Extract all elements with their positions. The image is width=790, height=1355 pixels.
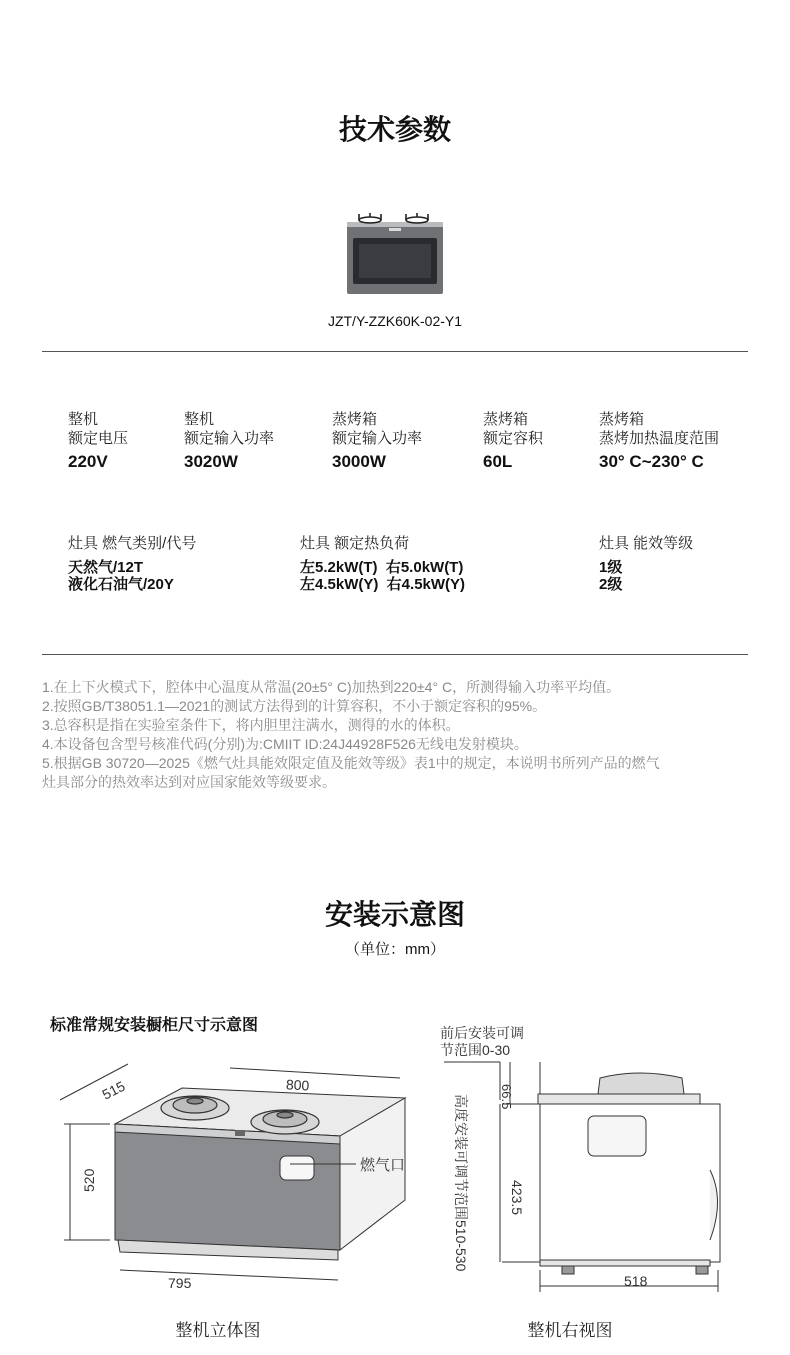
- spec-label: 整机: [68, 411, 99, 428]
- adjust-note: [440, 1025, 524, 1059]
- note-line: 3.总容积是指在实验室条件下，将内胆里注满水，测得的水的体积。: [42, 717, 460, 733]
- spec-label: 额定输入功率: [184, 430, 275, 447]
- gas-type: [68, 532, 196, 593]
- note-line: 灶具部分的热效率达到对应国家能效等级要求。: [42, 774, 336, 790]
- model-number: JZT/Y-ZZK60K-02-Y1: [327, 313, 463, 329]
- gas-label: 灶具 能效等级: [599, 535, 694, 552]
- gas-value: 2级: [599, 576, 623, 593]
- caption-3d: 整机立体图: [175, 1321, 261, 1340]
- cabinet-title: 标准常规安装橱柜尺寸示意图: [50, 1017, 259, 1034]
- dim-bottom-label: 795: [168, 1275, 192, 1291]
- dim-bottom-line: [120, 1270, 338, 1280]
- spec-voltage: [68, 410, 128, 471]
- dim-depth-label: 515: [99, 1077, 128, 1103]
- gas-value: 液化石油气/20Y: [68, 576, 174, 593]
- gas-label: 灶具 额定热负荷: [300, 535, 410, 552]
- spec-label: 额定输入功率: [332, 430, 423, 447]
- caption-side: 整机右视图: [527, 1321, 613, 1340]
- gas-value: 1级: [599, 559, 623, 576]
- spec-oven-power: [332, 410, 422, 471]
- spec-label: 额定容积: [483, 430, 544, 447]
- adjust-line: 前后安装可调: [440, 1025, 524, 1041]
- gas-inlet-label: 燃气口: [360, 1157, 406, 1174]
- gas-value: 左4.5kW(Y) 右4.5kW(Y): [300, 576, 466, 593]
- front-panel: [115, 1124, 340, 1250]
- dim-width-label: 800: [285, 1076, 310, 1094]
- dim-width-line: [230, 1068, 400, 1078]
- spec-value: 30° C~230° C: [599, 452, 704, 471]
- gas-heat-load: [300, 532, 465, 593]
- spec-total-power: [184, 410, 274, 471]
- tech-params-title: 技术参数: [338, 114, 451, 145]
- note-line: 5.根据GB 30720—2025《燃气灶具能效限定值及能效等级》表1中的规定，本说明书所列产品的燃气: [42, 755, 660, 771]
- gas-label: 灶具 燃气类别/代号: [68, 535, 197, 552]
- burner-right-icon: [406, 213, 428, 223]
- gas-inlet-side: [588, 1116, 646, 1156]
- spec-label: 蒸烤加热温度范围: [599, 430, 720, 447]
- spec-oven-volume: [483, 410, 543, 471]
- burner-left-icon: [161, 1096, 229, 1120]
- dim-body-label: 423.5: [509, 1180, 525, 1216]
- install-title: 安装示意图: [324, 899, 465, 930]
- spec-label: 整机: [184, 411, 215, 428]
- product-image: [345, 210, 445, 296]
- divider-bottom: [42, 654, 748, 655]
- control-strip: [389, 228, 401, 231]
- spec-value: 220V: [68, 452, 108, 471]
- note-line: 4.本设备包含型号核准代码(分别)为:CMIIT ID:24J44928F526无线电发射模块。: [42, 736, 528, 752]
- gas-efficiency: [599, 532, 693, 593]
- dim-depth-label: 518: [624, 1273, 648, 1289]
- note-line: 1.在上下火模式下，腔体中心温度从常温(20±5° C)加热到220±4° C，所测得输入功率平均值。: [42, 679, 621, 695]
- spec-oven-temp: [599, 410, 719, 471]
- gas-inlet-box: [280, 1156, 314, 1180]
- spec-value: 3000W: [332, 452, 386, 471]
- divider-top: [42, 351, 748, 352]
- dim-top-label: 66.5: [499, 1084, 514, 1110]
- spec-label: 额定电压: [68, 430, 129, 447]
- spec-label: 蒸烤箱: [332, 411, 378, 428]
- dim-height-label: 520: [81, 1168, 97, 1192]
- spec-label: 蒸烤箱: [483, 411, 529, 428]
- adjust-line: 节范围0-30: [440, 1042, 511, 1058]
- gas-value: 天然气/12T: [68, 559, 144, 576]
- burner-left-icon: [359, 213, 381, 223]
- notes: [42, 678, 754, 792]
- gas-value: 左5.2kW(T) 右5.0kW(T): [300, 559, 464, 576]
- unit-label: （单位：mm）: [345, 941, 445, 958]
- burner-right-icon: [251, 1110, 319, 1134]
- height-range-label: 高度安装可调节范围510-530: [453, 1094, 469, 1272]
- spec-label: 蒸烤箱: [599, 411, 645, 428]
- note-line: 2.按照GB/T38051.1—2021的测试方法得到的计算容积，不小于额定容积的95%。: [42, 698, 547, 714]
- spec-value: 3020W: [184, 452, 238, 471]
- left-3d-diagram: [50, 1060, 420, 1300]
- cooktop-side: [538, 1094, 700, 1104]
- right-side-diagram: [440, 1060, 740, 1300]
- spec-value: 60L: [483, 452, 513, 471]
- burner-side-icon: [598, 1073, 684, 1094]
